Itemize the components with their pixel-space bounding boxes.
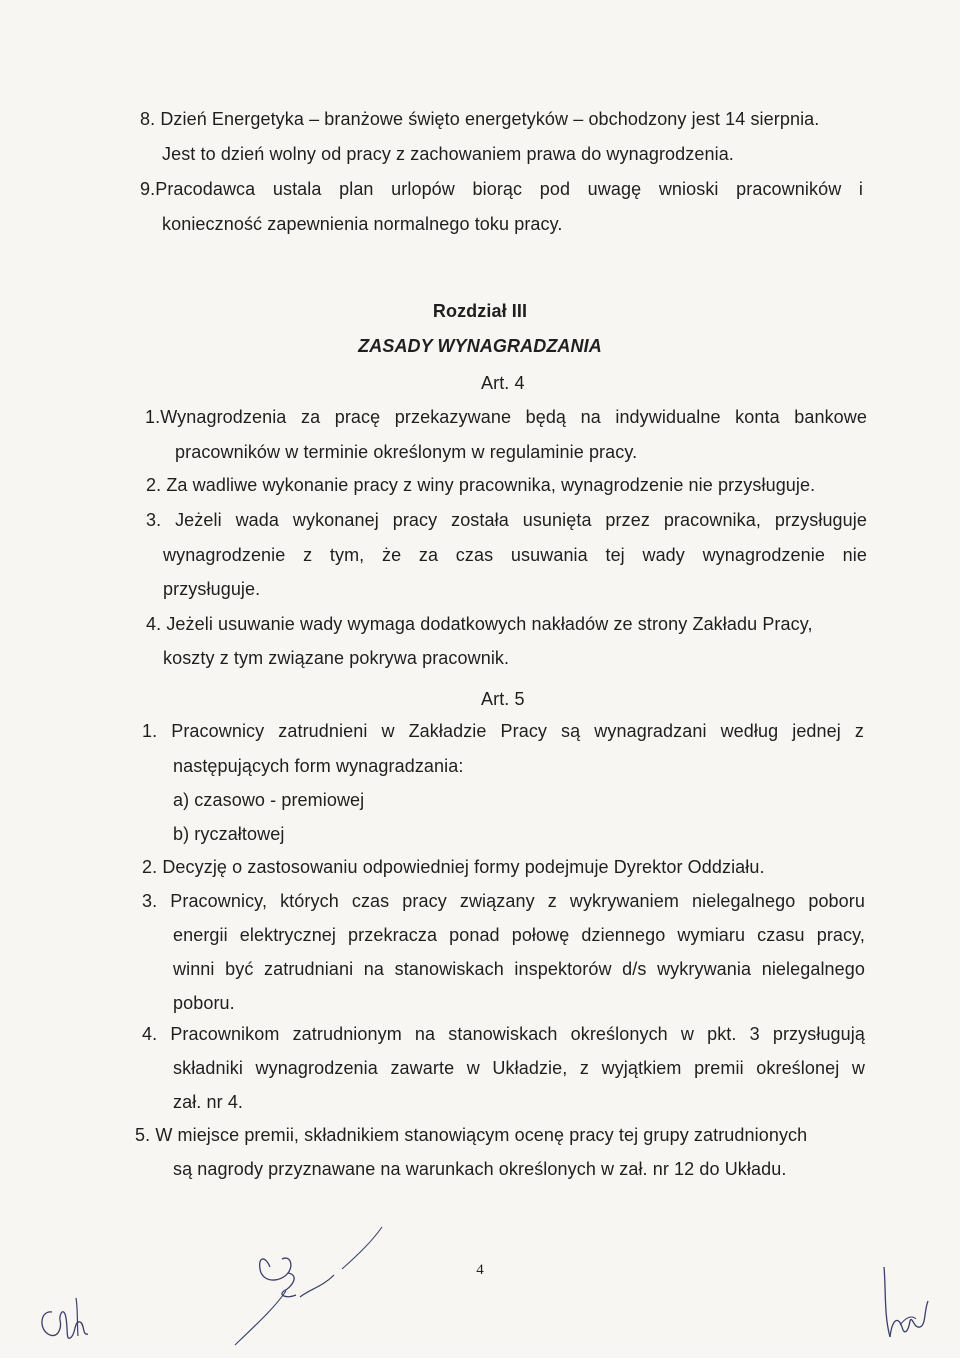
article-5-item-4-line-3: zał. nr 4.	[173, 1092, 244, 1112]
initials-signature-right	[870, 1255, 940, 1350]
article-5-item-3-line-4: poboru.	[173, 993, 235, 1013]
article-5-item-1-option-b: b) ryczałtowej	[173, 824, 285, 844]
page-number: 4	[476, 1262, 484, 1278]
article-5-item-1-line-1: 1. Pracownicy zatrudnieni w Zakładzie Pracy są wynagradzani według jednej z	[142, 721, 864, 741]
article-5-item-1-option-a: a) czasowo - premiowej	[173, 790, 365, 810]
article-4-item-3-line-3: przysługuje.	[163, 579, 261, 599]
chapter-title: Rozdział III	[432, 301, 528, 321]
article-4-title: Art. 4	[481, 373, 525, 393]
article-5-item-2: 2. Decyzję o zastosowaniu odpowiedniej formy podejmuje Dyrektor Oddziału.	[142, 857, 765, 877]
article-4-item-4-line-2: koszty z tym związane pokrywa pracownik.	[163, 648, 510, 668]
article-4-item-4-line-1: 4. Jeżeli usuwanie wady wymaga dodatkowych nakładów ze strony Zakładu Pracy,	[146, 614, 813, 634]
article-4-item-3-line-1: 3. Jeżeli wada wykonanej pracy została usunięta przez pracownika, przysługuje	[146, 510, 867, 530]
article-4-item-1-line-2: pracowników w terminie określonym w regulaminie pracy.	[175, 442, 638, 462]
article-5-item-5-line-2: są nagrody przyznawane na warunkach określonych w zał. nr 12 do Układu.	[173, 1159, 787, 1179]
article-5-title: Art. 5	[481, 689, 525, 709]
paragraph-9-line-2: konieczność zapewnienia normalnego toku pracy.	[162, 214, 563, 234]
article-5-item-1-line-2: następujących form wynagradzania:	[173, 756, 464, 776]
article-5-item-3-line-2: energii elektrycznej przekracza ponad połowę dziennego wymiaru czasu pracy,	[173, 925, 865, 945]
article-4-item-2: 2. Za wadliwe wykonanie pracy z winy pracownika, wynagrodzenie nie przysługuje.	[146, 475, 816, 495]
chapter-subtitle: ZASADY WYNAGRADZANIA	[358, 336, 602, 356]
initials-signature-left	[30, 1290, 100, 1350]
article-5-item-4-line-1: 4. Pracownikom zatrudnionym na stanowiskach określonych w pkt. 3 przysługują	[142, 1024, 865, 1044]
paragraph-8-line-1: 8. Dzień Energetyka – branżowe święto energetyków – obchodzony jest 14 sierpnia.	[140, 109, 820, 129]
article-5-item-4-line-2: składniki wynagrodzenia zawarte w Układzie, z wyjątkiem premii określonej w	[173, 1058, 865, 1078]
article-4-item-1-line-1: 1.Wynagrodzenia za pracę przekazywane będą na indywidualne konta bankowe	[145, 407, 867, 427]
paragraph-8-line-2: Jest to dzień wolny od pracy z zachowaniem prawa do wynagrodzenia.	[162, 144, 734, 164]
article-5-item-5-line-1: 5. W miejsce premii, składnikiem stanowiącym ocenę pracy tej grupy zatrudnionych	[135, 1125, 808, 1145]
article-5-item-3-line-3: winni być zatrudniani na stanowiskach inspektorów d/s wykrywania nielegalnego	[173, 959, 865, 979]
article-5-item-3-line-1: 3. Pracownicy, których czas pracy związany z wykrywaniem nielegalnego poboru	[142, 891, 865, 911]
handwritten-signature-center	[230, 1225, 400, 1350]
article-4-item-3-line-2: wynagrodzenie z tym, że za czas usuwania tej wady wynagrodzenie nie	[163, 545, 867, 565]
paragraph-9-line-1: 9.Pracodawca ustala plan urlopów biorąc pod uwagę wnioski pracowników i	[140, 179, 863, 199]
